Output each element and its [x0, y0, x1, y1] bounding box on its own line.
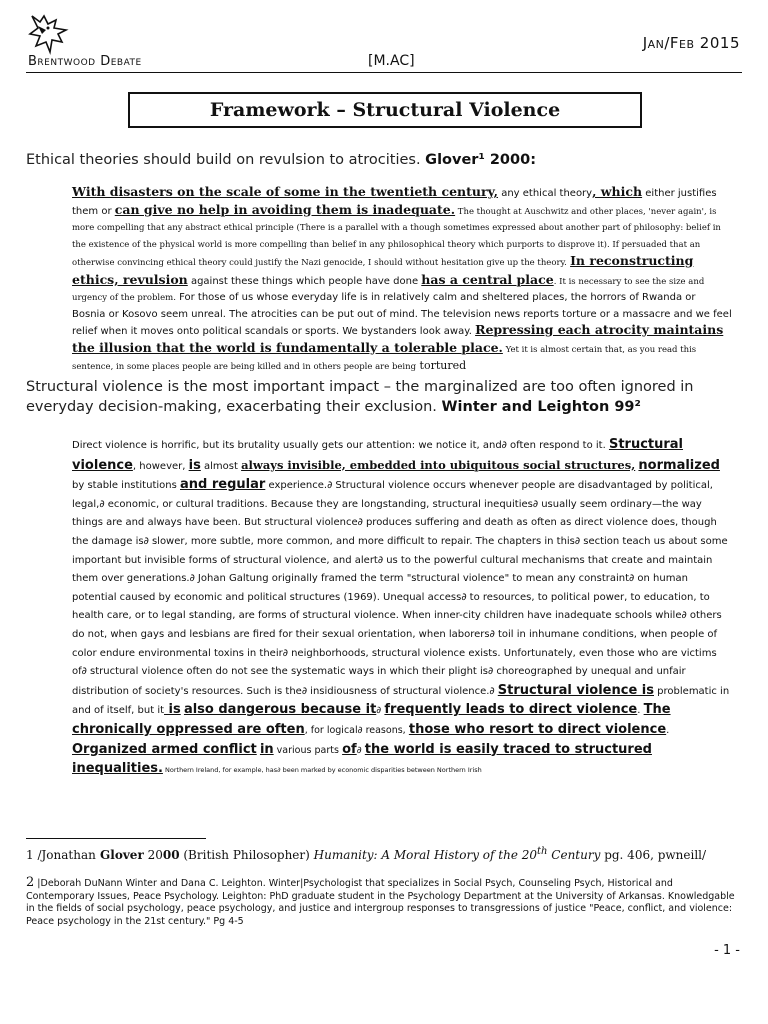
card2-part: is	[164, 702, 181, 718]
card1-part: any ethical theory	[498, 188, 593, 199]
header-divider	[26, 72, 742, 73]
card1-part: Yet it is almost certain that, as you read this sentence, in some places people are being killed and in others people are being	[72, 344, 697, 372]
footnote-2	[26, 877, 738, 928]
card2-part: the world is easily traced to structured inequalities.	[72, 741, 652, 777]
footnote-1-part: (British Philosopher)	[179, 848, 314, 862]
footnote-1-part: Humanity: A Moral History of the 20	[313, 848, 537, 862]
card1-part: Repressing each atrocity maintains the illusion that the world is fundamentally a tolerable place.	[72, 322, 724, 355]
footnote-1-part: pg. 406, pwneill/	[600, 848, 707, 862]
card2-part: in	[259, 741, 274, 757]
school-name: Brentwood Debate	[28, 54, 142, 69]
card2-part: frequently leads to direct violence	[384, 702, 638, 718]
card2-part: Northern Ireland, for example, has∂ been marked by economic disparities between Northern Irish	[162, 766, 482, 775]
tag-1-cite: Glover¹ 2000:	[425, 152, 536, 168]
footnote-2-number: 2	[26, 875, 35, 890]
card2-part: Structural violence	[72, 437, 684, 473]
card2-part: , however,	[132, 460, 186, 472]
page-title: Framework – Structural Violence	[128, 92, 642, 128]
card1-part: The thought at Auschwitz and other places, 'never again', is more compelling that any abstract ethical principle (There is a parallel with a though sometimes expressed about another part of philosophy: belief in the existence of the physical world is more compelling than belief in any philosophical theory which purports to disprove it). If persuaded that an otherwise convincing ethical theory could justify the Nazi genocide, I should without hesitation give up the theory.	[72, 206, 721, 268]
footnote-2-text: |Deborah DuNann Winter and Dana C. Leighton. Winter|Psychologist that specializes in Social Psych, Counseling Psych, Historical and Contemporary Issues, Peace Psychology. Leighton: PhD graduate student in the Psychology Department at the University of Arkansas. Knowledgable in the fields of social psychology, peace psychology, and justice and intergroup responses to transgressions of justice "Peace, conflict, and violence: Peace psychology in the 21st century." Pg 4-5	[26, 878, 735, 927]
card2-part: Structural violence is	[497, 682, 654, 698]
evidence-card-2	[72, 436, 732, 780]
card1-part: tortured	[416, 359, 467, 372]
tag-2-text: Structural violence is the most important impact – the marginalized are too often ignored in everyday decision-making, exacerbating their exclusion.	[26, 379, 694, 415]
tag-2-cite: Winter and Leighton 99²	[441, 399, 641, 415]
date-label: Jan/Feb 2015	[642, 34, 740, 52]
card2-part: The chronically oppressed are often	[72, 702, 671, 737]
card1-part: against these things which people have done	[187, 275, 419, 287]
card2-part: Organized armed conflict	[72, 741, 257, 757]
card2-part: ∂	[356, 744, 362, 756]
footnote-1-part: 00	[162, 848, 180, 862]
card2-part: experience.∂ Structural violence occurs whenever people are disadvantaged by political, legal,∂ economic, or cultural traditions. Because they are longstanding, structural inequities∂ usually seem ordinary—the way things are and always have been. But structural violence∂ produces suffering and death as often as direct violence does, though the damage is∂ slower, more subtle, more common, and more difficult to repair. The chapters in this∂ section teach us about some important but invisible forms of structural violence, and alert∂ us to the powerful cultural mechanisms that create and maintain them over generations.∂ Johan Galtung originally framed the term "structural violence" to mean any constraint∂ on human potential caused by economic and political structures (1969). Unequal access∂ to resources, to political power, to education, to health care, or to legal standing, are forms of structural violence. When inner-city children have inadequate schools while∂ others do not, when gays and lesbians are fired for their sexual orientation, when laborers∂ toil in inhumane conditions, when people of color endure environmental toxins in their∂ neighborhoods, structural violence exists. Unfortunately, even those who are victims of∂ structural violence often do not see the systematic ways in which their plight is∂ choreographed by unequal and unfair distribution of society's resources. Such is the∂ insidiousness of structural violence.∂	[72, 480, 728, 697]
card2-part: ∂	[376, 705, 382, 717]
footnote-1-part: th	[537, 846, 548, 857]
card1-part: has a central place	[421, 271, 554, 287]
card2-part: also dangerous because it	[183, 702, 377, 718]
card1-part: can give no help in avoiding them is inadequate.	[114, 201, 456, 217]
card1-part: With disasters on the scale of some in the twentieth century,	[72, 184, 499, 199]
card2-part: of	[342, 741, 357, 757]
footnote-1-part: 1 /Jonathan	[26, 848, 96, 862]
eagle-logo-icon	[26, 12, 74, 56]
card2-part: various parts	[273, 744, 339, 756]
card2-part: by stable institutions	[72, 480, 177, 492]
card2-part: .	[666, 724, 670, 736]
footnote-1	[26, 843, 742, 864]
card2-part: normalized	[638, 457, 720, 473]
page-number: - 1 -	[714, 943, 740, 958]
card1-part: For those of us whose everyday life is in relatively calm and sheltered places, the horrors of Rwanda or Bosnia or Kosovo seem unreal. The atrocities can be put out of mind. The television news reports torture or a massacre and we feel relief when it moves onto political scandals or sports. We bystanders look away.	[72, 292, 732, 337]
card2-part: , for logical∂ reasons,	[304, 724, 406, 736]
file-code: [M.AC]	[368, 53, 415, 69]
evidence-card-1	[72, 184, 732, 376]
tag-1	[26, 150, 742, 170]
footnote-1-part: Century	[547, 848, 601, 862]
card1-part: In reconstructing ethics, revulsion	[72, 253, 694, 287]
card2-part: almost	[200, 460, 238, 472]
card1-part: either justifies them or	[72, 188, 717, 217]
footnote-1-part: 20	[143, 848, 163, 862]
footnote-1-part: Glover	[95, 848, 144, 862]
card1-part: . It is necessary to see the size and urgency of the problem.	[72, 276, 705, 303]
card2-part: always invisible, embedded into ubiquitous social structures,	[241, 457, 636, 472]
card2-part: .	[637, 705, 641, 717]
tag-1-text: Ethical theories should build on revulsion to atrocities.	[26, 152, 421, 168]
card1-part: , which	[592, 184, 643, 199]
card2-part: those who resort to direct violence	[408, 721, 667, 737]
card2-part: is	[188, 457, 201, 473]
footnote-divider	[26, 838, 206, 839]
tag-2	[26, 377, 742, 417]
card2-part: Direct violence is horrific, but its brutality usually gets our attention: we notice it, and∂ often respond to it.	[72, 440, 606, 451]
card2-part: problematic in and of itself, but it	[72, 685, 730, 717]
card2-part: and regular	[180, 477, 266, 493]
